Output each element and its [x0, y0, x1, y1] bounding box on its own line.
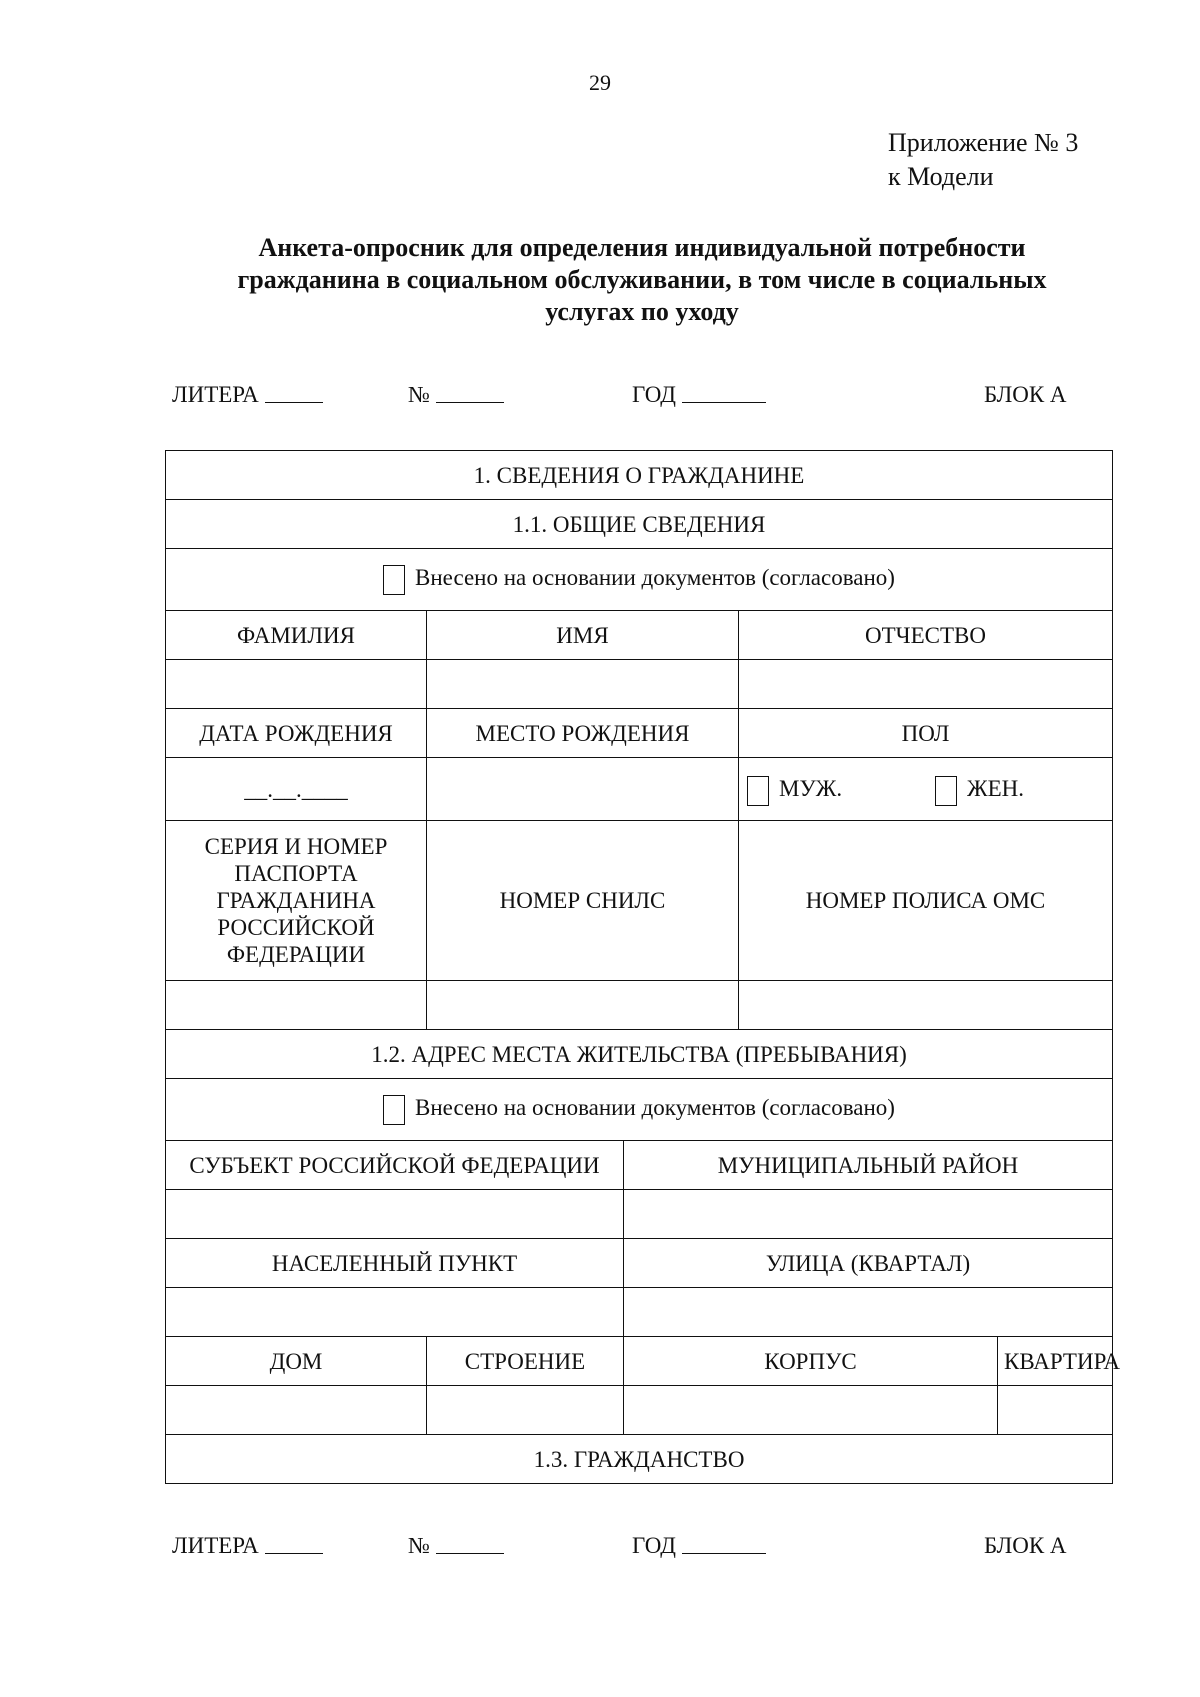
- male-checkbox[interactable]: [747, 776, 769, 806]
- appendix-label: [888, 126, 1078, 194]
- passport-line-4: РОССИЙСКОЙ: [217, 915, 375, 940]
- docs-checkbox-1-label: Внесено на основании документов (согласовано): [415, 565, 895, 591]
- title-line-1: Анкета-опросник для определения индивидуальной потребности: [258, 233, 1026, 262]
- female-label: ЖЕН.: [967, 776, 1025, 801]
- subject-header: СУБЪЕКТ РОССИЙСКОЙ ФЕДЕРАЦИИ: [166, 1141, 624, 1190]
- block-label: БЛОК А: [984, 382, 1067, 407]
- oms-input[interactable]: [739, 981, 1113, 1030]
- year-field-bottom[interactable]: [632, 1533, 676, 1559]
- oms-header: НОМЕР ПОЛИСА ОМС: [739, 821, 1113, 981]
- litera-field[interactable]: [172, 382, 259, 408]
- building-header: СТРОЕНИЕ: [427, 1337, 624, 1386]
- sex-header: ПОЛ: [739, 709, 1113, 758]
- number-label-bottom: №: [408, 1533, 430, 1558]
- surname-input[interactable]: [166, 660, 427, 709]
- section-1-1-title: 1.1. ОБЩИЕ СВЕДЕНИЯ: [166, 500, 1113, 549]
- document-title: [170, 232, 1114, 328]
- year-blank[interactable]: [682, 382, 766, 403]
- page-number: 29: [589, 70, 611, 95]
- docs-checkbox-row-2: [166, 1079, 1113, 1141]
- docs-checkbox-1[interactable]: [383, 565, 405, 595]
- birth-place-input[interactable]: [427, 758, 739, 821]
- locality-input[interactable]: [166, 1288, 624, 1337]
- house-input[interactable]: [166, 1386, 427, 1435]
- docs-checkbox-2-label: Внесено на основании документов (согласовано): [415, 1095, 895, 1121]
- passport-line-5: ФЕДЕРАЦИИ: [226, 942, 366, 967]
- street-header: УЛИЦА (КВАРТАЛ): [624, 1239, 1113, 1288]
- snils-header: НОМЕР СНИЛС: [427, 821, 739, 981]
- name-input[interactable]: [427, 660, 739, 709]
- apartment-header: КВАРТИРА: [998, 1337, 1113, 1386]
- passport-line-3: ГРАЖДАНИНА: [216, 888, 376, 913]
- passport-input[interactable]: [166, 981, 427, 1030]
- passport-header: [166, 821, 427, 981]
- citizen-form-table: [165, 450, 1121, 1484]
- patronymic-header: ОТЧЕСТВО: [739, 611, 1113, 660]
- street-input[interactable]: [624, 1288, 1113, 1337]
- sex-options: [739, 758, 1113, 821]
- section-1-3-title: 1.3. ГРАЖДАНСТВО: [166, 1435, 1113, 1484]
- appendix-line-2: к Модели: [888, 162, 994, 191]
- district-header: МУНИЦИПАЛЬНЫЙ РАЙОН: [624, 1141, 1113, 1190]
- appendix-line-1: Приложение № 3: [888, 128, 1079, 157]
- birth-date-input[interactable]: [166, 758, 427, 821]
- female-option[interactable]: [935, 775, 1024, 806]
- birth-date-blank: __.__.____: [244, 776, 348, 802]
- litera-blank[interactable]: [265, 382, 323, 403]
- meta-line-top: [172, 382, 1074, 416]
- corpus-header: КОРПУС: [624, 1337, 998, 1386]
- litera-label: ЛИТЕРА: [172, 382, 259, 407]
- number-field-bottom[interactable]: [408, 1533, 430, 1559]
- snils-input[interactable]: [427, 981, 739, 1030]
- section-1-title: 1. СВЕДЕНИЯ О ГРАЖДАНИНЕ: [166, 451, 1113, 500]
- litera-blank-bottom[interactable]: [265, 1533, 323, 1554]
- number-blank[interactable]: [436, 382, 504, 403]
- surname-header: ФАМИЛИЯ: [166, 611, 427, 660]
- number-blank-bottom[interactable]: [436, 1533, 504, 1554]
- year-label: ГОД: [632, 382, 676, 407]
- passport-line-1: СЕРИЯ И НОМЕР: [204, 834, 388, 859]
- docs-checkbox-row-1: [166, 549, 1113, 611]
- name-header: ИМЯ: [427, 611, 739, 660]
- meta-line-bottom: [172, 1533, 1074, 1567]
- male-label: МУЖ.: [779, 776, 843, 801]
- locality-header: НАСЕЛЕННЫЙ ПУНКТ: [166, 1239, 624, 1288]
- docs-checkbox-2[interactable]: [383, 1095, 405, 1125]
- patronymic-input[interactable]: [739, 660, 1113, 709]
- birth-place-header: МЕСТО РОЖДЕНИЯ: [427, 709, 739, 758]
- title-line-3: услугах по уходу: [545, 297, 739, 326]
- year-label-bottom: ГОД: [632, 1533, 676, 1558]
- litera-label-bottom: ЛИТЕРА: [172, 1533, 259, 1558]
- block-label-bottom: БЛОК А: [984, 1533, 1067, 1558]
- apartment-input[interactable]: [998, 1386, 1113, 1435]
- birth-date-header: ДАТА РОЖДЕНИЯ: [166, 709, 427, 758]
- subject-input[interactable]: [166, 1190, 624, 1239]
- house-header: ДОМ: [166, 1337, 427, 1386]
- male-option[interactable]: [747, 775, 842, 806]
- passport-line-2: ПАСПОРТА: [234, 861, 358, 886]
- corpus-input[interactable]: [624, 1386, 998, 1435]
- title-line-2: гражданина в социальном обслуживании, в том числе в социальных: [237, 265, 1047, 294]
- female-checkbox[interactable]: [935, 776, 957, 806]
- year-blank-bottom[interactable]: [682, 1533, 766, 1554]
- section-1-2-title: 1.2. АДРЕС МЕСТА ЖИТЕЛЬСТВА (ПРЕБЫВАНИЯ): [166, 1030, 1113, 1079]
- district-input[interactable]: [624, 1190, 1113, 1239]
- number-label: №: [408, 382, 430, 407]
- building-input[interactable]: [427, 1386, 624, 1435]
- number-field[interactable]: [408, 382, 430, 408]
- year-field[interactable]: [632, 382, 676, 408]
- litera-field-bottom[interactable]: [172, 1533, 259, 1559]
